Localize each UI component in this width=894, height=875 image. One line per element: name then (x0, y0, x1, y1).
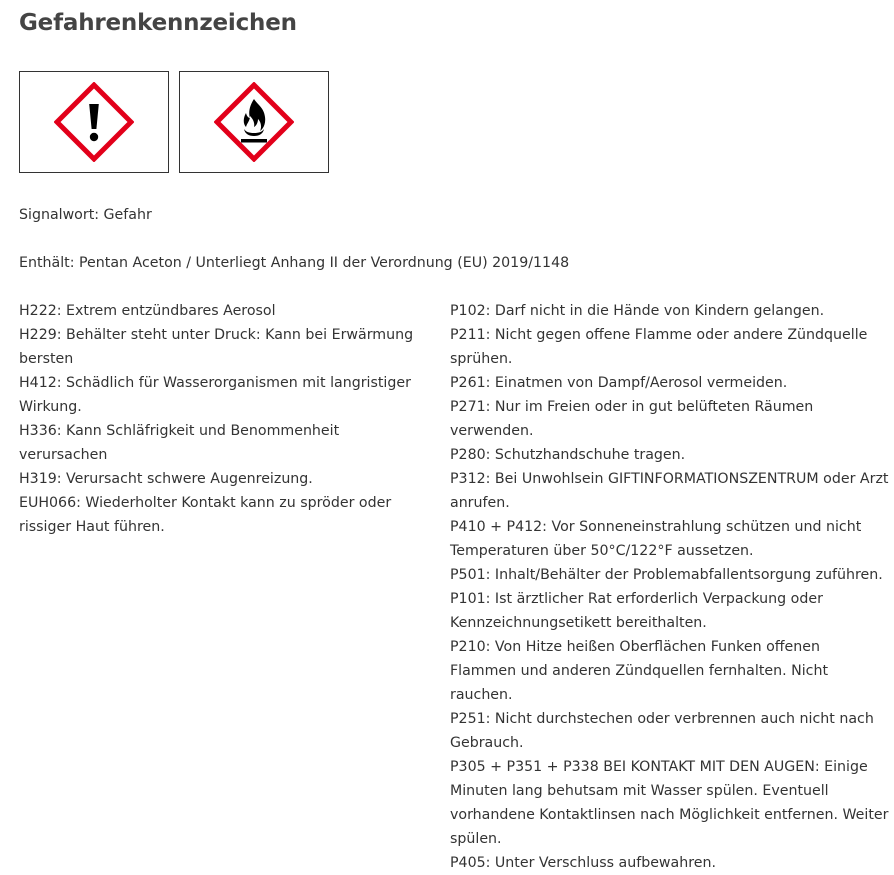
precautionary-statement: P102: Darf nicht in die Hände von Kindern gelangen. (450, 303, 825, 319)
precautionary-statements-list (450, 299, 890, 875)
pictogram-frame-exclamation (19, 71, 169, 173)
precautionary-statement: P501: Inhalt/Behälter der Problemabfallentsorgung zuführen. (450, 567, 883, 583)
precautionary-statement: P210: Von Hitze heißen Oberflächen Funken offenen Flammen und anderen Zündquellen fernhalten. Nicht rauchen. (450, 639, 829, 703)
section-title: Gefahrenkennzeichen (19, 10, 297, 36)
precautionary-statement: P410 + P412: Vor Sonneneinstrahlung schützen und nicht Temperaturen über 50°C/122°F aussetzen. (450, 519, 862, 559)
precautionary-statement: P280: Schutzhandschuhe tragen. (450, 447, 686, 463)
precautionary-statement: P271: Nur im Freien oder in gut belüfteten Räumen verwenden. (450, 399, 814, 439)
hazard-pictograms (19, 71, 329, 173)
hazard-statement: H336: Kann Schläfrigkeit und Benommenheit verursachen (19, 423, 340, 463)
signal-word: Signalwort: Gefahr (19, 207, 152, 223)
exclamation-mark-hazard-icon (54, 82, 134, 162)
contains-statement: Enthält: Pentan Aceton / Unterliegt Anhang II der Verordnung (EU) 2019/1148 (19, 255, 570, 271)
precautionary-statement: P211: Nicht gegen offene Flamme oder andere Zündquelle sprühen. (450, 327, 868, 367)
hazard-statement: H319: Verursacht schwere Augenreizung. (19, 471, 313, 487)
flame-hazard-icon (214, 82, 294, 162)
hazard-statement: H412: Schädlich für Wasserorganismen mit langristiger Wirkung. (19, 375, 411, 415)
precautionary-statement: P305 + P351 + P338 BEI KONTAKT MIT DEN AUGEN: Einige Minuten lang behutsam mit Wasser spülen. Eventuell vorhandene Kontaktlinsen nach Möglichkeit entfernen. Weiter spülen. (450, 759, 889, 847)
precautionary-statement: P261: Einatmen von Dampf/Aerosol vermeiden. (450, 375, 788, 391)
pictogram-frame-flame (179, 71, 329, 173)
precautionary-statement: P251: Nicht durchstechen oder verbrennen auch nicht nach Gebrauch. (450, 711, 874, 751)
hazard-statements-list (19, 299, 431, 539)
precautionary-statement: P312: Bei Unwohlsein GIFTINFORMATIONSZENTRUM oder Arzt anrufen. (450, 471, 889, 511)
hazard-statement: EUH066: Wiederholter Kontakt kann zu spröder oder rissiger Haut führen. (19, 495, 392, 535)
precautionary-statement: P405: Unter Verschluss aufbewahren. (450, 855, 716, 871)
hazard-statement: H222: Extrem entzündbares Aerosol (19, 303, 276, 319)
hazard-statement: H229: Behälter steht unter Druck: Kann bei Erwärmung bersten (19, 327, 414, 367)
precautionary-statement: P101: Ist ärztlicher Rat erforderlich Verpackung oder Kennzeichnungsetikett bereithalten. (450, 591, 823, 631)
